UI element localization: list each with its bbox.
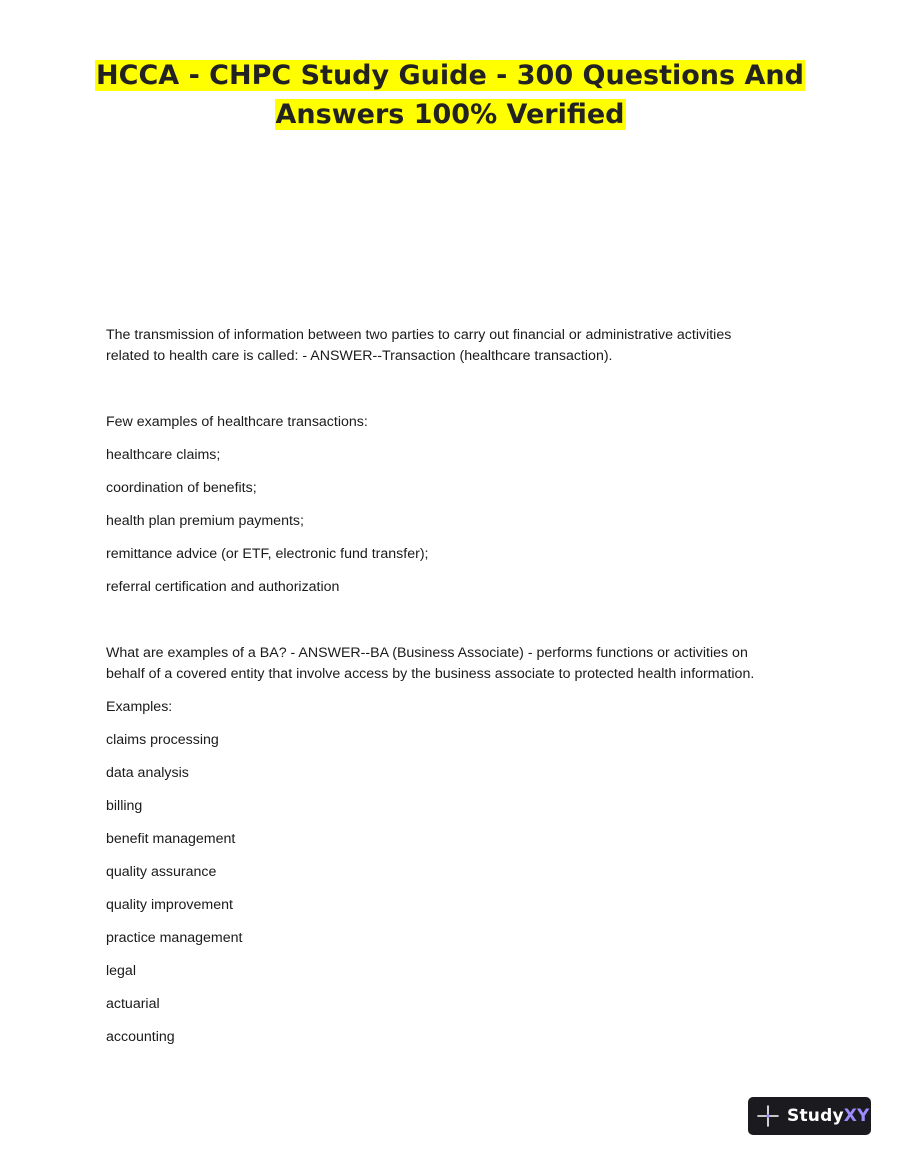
list-item: billing (106, 798, 143, 814)
document-body (106, 325, 806, 1048)
list-item: data analysis (106, 765, 189, 781)
list-item: benefit management (106, 831, 236, 847)
transactions-intro: Few examples of healthcare transactions: (106, 414, 368, 430)
list-item: remittance advice (or ETF, electronic fund transfer); (106, 546, 429, 562)
list-item: practice management (106, 930, 243, 946)
list-item: referral certification and authorization (106, 579, 340, 595)
list-item: legal (106, 963, 136, 979)
logo-study: Study (787, 1106, 844, 1126)
list-item: accounting (106, 1029, 175, 1045)
document-title (0, 56, 900, 134)
list-item: healthcare claims; (106, 447, 221, 463)
question-1-line-2: related to health care is called: - ANSWER--Transaction (healthcare transaction). (106, 348, 613, 364)
list-item: actuarial (106, 996, 160, 1012)
studyxy-logo-text (787, 1106, 870, 1126)
question-1-line-1: The transmission of information between two parties to carry out financial or administrative activities (106, 327, 732, 343)
examples-intro: Examples: (106, 699, 173, 715)
logo-xy: XY (843, 1106, 870, 1126)
list-item: claims processing (106, 732, 219, 748)
list-item: coordination of benefits; (106, 480, 257, 496)
list-item: health plan premium payments; (106, 513, 304, 529)
title-line-1: HCCA - CHPC Study Guide - 300 Questions And (96, 60, 804, 91)
list-item: quality assurance (106, 864, 217, 880)
question-2-line-2: behalf of a covered entity that involve access by the business associate to protected health information. (106, 666, 755, 682)
list-item: quality improvement (106, 897, 233, 913)
question-2-line-1: What are examples of a BA? - ANSWER--BA (Business Associate) - performs functions or activities on (106, 645, 748, 661)
plus-spark-icon (757, 1105, 779, 1127)
studyxy-badge[interactable] (748, 1097, 871, 1135)
title-line-2: Answers 100% Verified (275, 99, 625, 130)
